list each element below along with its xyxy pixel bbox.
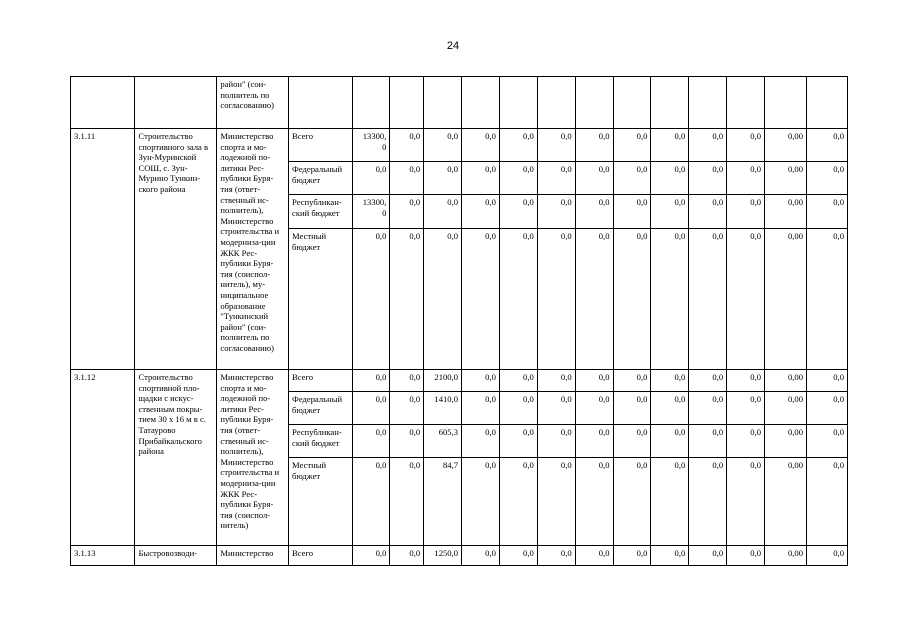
value-cell <box>390 77 424 129</box>
executor-cell: Министерство спорта и мо-лодежной по-литики Рес-публики Буря-тия (ответ-ственный ис-полнитель), Министерство строительства и модерниза-ции ЖКК Рес-публики Буря-тия (соиспол-нитель), му-ниципальное образование "Тункинский район" (сои-полнитель по согласованию) <box>217 129 289 370</box>
value-cell <box>537 77 575 129</box>
value-cell: 0,0 <box>390 458 424 546</box>
value-cell: 0,0 <box>462 129 500 162</box>
page-number: 24 <box>446 40 460 52</box>
value-cell: 0,0 <box>575 370 613 392</box>
value-cell: 0,0 <box>613 229 651 370</box>
value-cell: 0,0 <box>689 425 727 458</box>
value-cell: 1410,0 <box>424 392 462 425</box>
budget-table <box>70 76 848 566</box>
value-cell <box>765 77 807 129</box>
value-cell: 0,0 <box>689 195 727 229</box>
source-cell: Федеральный бюджет <box>289 162 352 195</box>
value-cell: 0,0 <box>390 162 424 195</box>
value-cell: 0,0 <box>462 370 500 392</box>
source-cell: Республикан-ский бюджет <box>289 195 352 229</box>
value-cell: 0,0 <box>651 370 689 392</box>
name-cell: Строительство спортивного зала в Зун-Муринской СОШ, с. Зун-Мурино Тункин-ского района <box>135 129 217 370</box>
value-cell: 0,0 <box>613 458 651 546</box>
value-cell: 0,0 <box>613 195 651 229</box>
value-cell: 0,0 <box>499 425 537 458</box>
value-cell <box>462 77 500 129</box>
value-cell: 0,0 <box>424 162 462 195</box>
value-cell: 605,3 <box>424 425 462 458</box>
name-cell <box>135 77 217 129</box>
code-cell <box>71 77 135 129</box>
value-cell: 0,0 <box>807 458 848 546</box>
value-cell: 0,0 <box>613 129 651 162</box>
source-cell: Всего <box>289 546 352 566</box>
value-cell: 84,7 <box>424 458 462 546</box>
source-cell: Республикан-ский бюджет <box>289 425 352 458</box>
value-cell: 0,0 <box>651 392 689 425</box>
executor-cell: район" (сои- полнитель по согласованию) <box>217 77 289 129</box>
value-cell: 0,0 <box>352 229 390 370</box>
value-cell: 0,0 <box>424 195 462 229</box>
value-cell: 0,0 <box>352 425 390 458</box>
value-cell: 0,0 <box>537 370 575 392</box>
value-cell: 0,0 <box>807 425 848 458</box>
value-cell: 0,0 <box>727 370 765 392</box>
value-cell: 0,0 <box>462 392 500 425</box>
table-row <box>71 129 848 162</box>
value-cell: 0,0 <box>352 370 390 392</box>
name-cell: Быстровозводи- <box>135 546 217 566</box>
table-row <box>71 370 848 392</box>
value-cell <box>352 77 390 129</box>
source-cell: Местный бюджет <box>289 458 352 546</box>
value-cell: 0,0 <box>499 195 537 229</box>
value-cell: 0,0 <box>575 546 613 566</box>
value-cell: 0,0 <box>689 370 727 392</box>
value-cell <box>651 77 689 129</box>
value-cell: 0,0 <box>537 425 575 458</box>
value-cell: 0,0 <box>613 392 651 425</box>
value-cell: 0,0 <box>727 162 765 195</box>
value-cell: 0,00 <box>765 370 807 392</box>
value-cell: 0,0 <box>651 546 689 566</box>
value-cell: 0,0 <box>807 392 848 425</box>
value-cell <box>424 77 462 129</box>
value-cell: 0,0 <box>807 370 848 392</box>
code-cell: 3.1.11 <box>71 129 135 370</box>
value-cell: 0,0 <box>499 229 537 370</box>
source-cell: Федеральный бюджет <box>289 392 352 425</box>
value-cell: 0,0 <box>807 546 848 566</box>
value-cell: 0,0 <box>651 195 689 229</box>
value-cell: 0,0 <box>499 546 537 566</box>
value-cell: 0,0 <box>352 392 390 425</box>
value-cell: 1250,0 <box>424 546 462 566</box>
value-cell: 0,0 <box>537 546 575 566</box>
value-cell: 0,0 <box>727 392 765 425</box>
value-cell: 0,0 <box>689 546 727 566</box>
value-cell: 0,0 <box>651 458 689 546</box>
value-cell: 0,00 <box>765 129 807 162</box>
value-cell: 0,0 <box>390 392 424 425</box>
value-cell: 0,0 <box>499 458 537 546</box>
value-cell: 0,0 <box>727 546 765 566</box>
value-cell: 0,0 <box>613 425 651 458</box>
executor-cell: Министерство спорта и мо-лодежной по-литики Рес-публики Буря-тия (ответ-ственный ис-полнитель), Министерство строительства и модерниза-ции ЖКК Рес-публики Буря-тия (соиспол-нитель) <box>217 370 289 546</box>
value-cell: 0,0 <box>807 129 848 162</box>
value-cell: 0,0 <box>807 229 848 370</box>
value-cell: 0,0 <box>651 229 689 370</box>
value-cell: 0,0 <box>727 229 765 370</box>
value-cell: 0,0 <box>462 425 500 458</box>
value-cell: 0,0 <box>462 229 500 370</box>
value-cell: 0,0 <box>424 229 462 370</box>
value-cell: 0,0 <box>462 195 500 229</box>
value-cell <box>807 77 848 129</box>
value-cell: 0,0 <box>689 229 727 370</box>
value-cell: 0,0 <box>499 370 537 392</box>
value-cell: 0,0 <box>390 229 424 370</box>
value-cell: 0,00 <box>765 392 807 425</box>
value-cell: 0,0 <box>727 425 765 458</box>
value-cell: 0,00 <box>765 162 807 195</box>
value-cell: 0,0 <box>689 162 727 195</box>
value-cell: 0,0 <box>390 129 424 162</box>
source-cell: Местный бюджет <box>289 229 352 370</box>
value-cell: 0,0 <box>575 162 613 195</box>
executor-cell: Министерство <box>217 546 289 566</box>
value-cell: 0,0 <box>499 162 537 195</box>
value-cell: 0,0 <box>651 162 689 195</box>
value-cell: 13300, 0 <box>352 195 390 229</box>
value-cell: 0,0 <box>390 370 424 392</box>
source-cell: Всего <box>289 370 352 392</box>
value-cell: 0,0 <box>613 546 651 566</box>
value-cell: 0,0 <box>575 229 613 370</box>
value-cell: 0,0 <box>727 458 765 546</box>
value-cell <box>689 77 727 129</box>
source-cell <box>289 77 352 129</box>
value-cell: 0,0 <box>807 162 848 195</box>
table-row <box>71 546 848 566</box>
value-cell: 0,0 <box>499 129 537 162</box>
value-cell <box>499 77 537 129</box>
value-cell: 0,0 <box>727 129 765 162</box>
value-cell: 0,0 <box>689 392 727 425</box>
value-cell: 0,0 <box>424 129 462 162</box>
value-cell: 0,0 <box>499 392 537 425</box>
value-cell: 2100,0 <box>424 370 462 392</box>
value-cell: 0,0 <box>613 162 651 195</box>
value-cell: 0,0 <box>390 195 424 229</box>
value-cell: 0,0 <box>651 425 689 458</box>
value-cell: 0,0 <box>537 129 575 162</box>
value-cell: 0,0 <box>352 546 390 566</box>
value-cell: 0,0 <box>575 129 613 162</box>
value-cell: 0,0 <box>462 546 500 566</box>
value-cell: 0,0 <box>575 425 613 458</box>
value-cell <box>613 77 651 129</box>
value-cell: 0,0 <box>352 458 390 546</box>
value-cell: 0,0 <box>462 162 500 195</box>
value-cell: 0,0 <box>689 129 727 162</box>
value-cell: 0,00 <box>765 546 807 566</box>
value-cell: 0,0 <box>727 195 765 229</box>
value-cell: 0,0 <box>807 195 848 229</box>
value-cell: 0,0 <box>575 458 613 546</box>
value-cell <box>575 77 613 129</box>
value-cell: 0,0 <box>390 425 424 458</box>
code-cell: 3.1.13 <box>71 546 135 566</box>
table-row <box>71 77 848 129</box>
value-cell: 0,0 <box>613 370 651 392</box>
value-cell: 0,0 <box>537 229 575 370</box>
value-cell: 0,00 <box>765 458 807 546</box>
value-cell: 0,0 <box>537 392 575 425</box>
value-cell: 0,00 <box>765 425 807 458</box>
value-cell: 0,0 <box>575 392 613 425</box>
name-cell: Строительство спортивной пло-щадки с искус-ственным покры-тием 30 х 16 м в с. Татаурово Прибайкальского района <box>135 370 217 546</box>
value-cell: 0,0 <box>352 162 390 195</box>
code-cell: 3.1.12 <box>71 370 135 546</box>
value-cell: 0,0 <box>537 195 575 229</box>
value-cell: 0,0 <box>537 162 575 195</box>
value-cell: 0,0 <box>651 129 689 162</box>
value-cell: 0,00 <box>765 229 807 370</box>
value-cell: 0,0 <box>462 458 500 546</box>
value-cell <box>727 77 765 129</box>
value-cell: 0,00 <box>765 195 807 229</box>
source-cell: Всего <box>289 129 352 162</box>
value-cell: 0,0 <box>390 546 424 566</box>
value-cell: 0,0 <box>575 195 613 229</box>
value-cell: 0,0 <box>689 458 727 546</box>
value-cell: 0,0 <box>537 458 575 546</box>
value-cell: 13300, 0 <box>352 129 390 162</box>
